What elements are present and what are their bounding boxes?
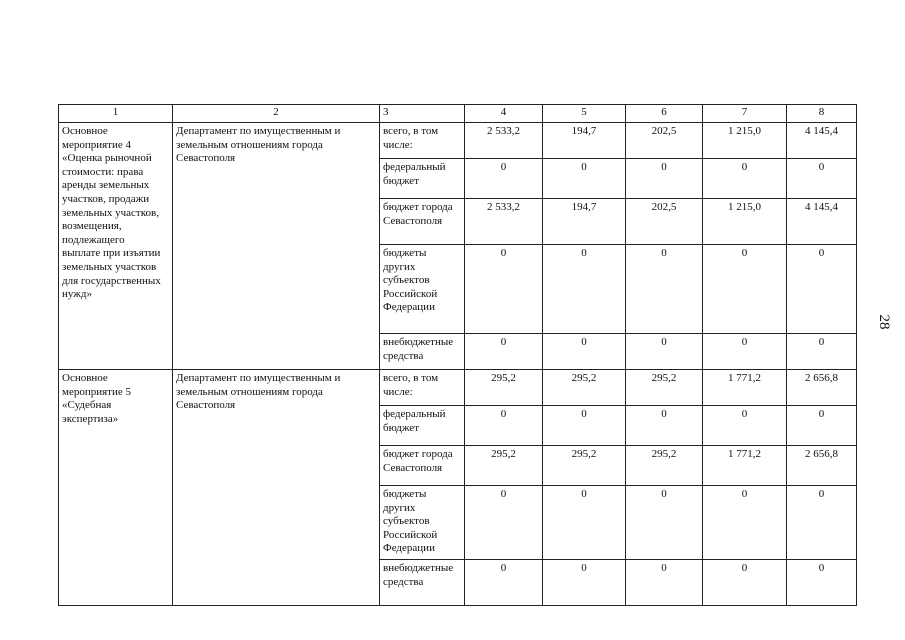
value-cell: 0 [465,334,543,370]
value-cell: 0 [787,245,857,334]
value-cell: 4 145,4 [787,123,857,159]
measure-name-cell [59,123,173,370]
header-cell: 8 [787,105,857,123]
value-cell: 0 [465,560,543,606]
value-cell: 0 [703,159,787,199]
source-label: бюджет города Севастополя [383,448,453,474]
value-cell: 0 [465,159,543,199]
budget-table [58,104,857,606]
measure-name: Основное мероприятие 5 «Судебная экспертиза» [62,372,132,425]
value-cell: 0 [543,406,626,446]
value-cell: 295,2 [626,370,703,406]
value-cell: 0 [465,406,543,446]
table-row [59,370,857,406]
value-cell: 0 [543,334,626,370]
source-cell [380,406,465,446]
source-cell [380,199,465,245]
value-cell: 0 [465,245,543,334]
value-cell: 0 [626,406,703,446]
value-cell: 295,2 [543,370,626,406]
header-row [59,105,857,123]
page-number: 28 [876,314,892,330]
value-cell: 0 [543,560,626,606]
value-cell: 0 [787,486,857,560]
value-cell: 1 215,0 [703,199,787,245]
source-cell [380,334,465,370]
value-cell: 0 [626,245,703,334]
header-cell: 7 [703,105,787,123]
value-cell: 1 771,2 [703,370,787,406]
source-label: федеральный бюджет [383,408,446,434]
source-cell [380,446,465,486]
value-cell: 0 [626,560,703,606]
source-cell [380,159,465,199]
source-label: внебюджетные средства [383,336,454,362]
source-label: федеральный бюджет [383,161,446,187]
value-cell: 202,5 [626,123,703,159]
value-cell: 0 [703,406,787,446]
source-label: бюджет города Севастополя [383,201,453,227]
source-cell [380,560,465,606]
source-label: внебюджетные средства [383,562,454,588]
source-label: всего, в том числе: [383,372,439,398]
value-cell: 0 [543,159,626,199]
value-cell: 2 533,2 [465,123,543,159]
value-cell: 0 [626,159,703,199]
value-cell: 0 [543,486,626,560]
value-cell: 4 145,4 [787,199,857,245]
measure-name: Основное мероприятие 4 «Оценка рыночной стоимости: права аренды земельных участков, продажи земельных участков, возмещения, подлежащего выплате при изъятии земельных участков для государственных нужд» [62,125,161,301]
value-cell: 1 215,0 [703,123,787,159]
source-cell [380,370,465,406]
value-cell: 2 533,2 [465,199,543,245]
value-cell: 1 771,2 [703,446,787,486]
value-cell: 295,2 [465,370,543,406]
value-cell: 0 [626,334,703,370]
source-label: бюджеты других субъектов Российской Федерации [383,247,438,314]
source-label: бюджеты других субъектов Российской Федерации [383,488,438,555]
header-cell: 3 [380,105,465,123]
executor-cell [173,370,380,606]
value-cell: 0 [787,560,857,606]
value-cell: 0 [787,334,857,370]
value-cell: 0 [703,486,787,560]
source-label: всего, в том числе: [383,125,439,151]
header-cell: 1 [59,105,173,123]
table-row [59,123,857,159]
source-cell [380,486,465,560]
header-cell: 4 [465,105,543,123]
value-cell: 0 [703,334,787,370]
value-cell: 295,2 [626,446,703,486]
value-cell: 0 [703,245,787,334]
value-cell: 0 [703,560,787,606]
header-cell: 6 [626,105,703,123]
header-cell: 2 [173,105,380,123]
value-cell: 0 [787,406,857,446]
source-cell [380,123,465,159]
executor-name: Департамент по имущественным и земельным отношениям города Севастополя [176,125,341,165]
executor-name: Департамент по имущественным и земельным отношениям города Севастополя [176,372,341,412]
value-cell: 295,2 [465,446,543,486]
value-cell: 0 [465,486,543,560]
value-cell: 2 656,8 [787,446,857,486]
source-cell [380,245,465,334]
value-cell: 194,7 [543,199,626,245]
executor-cell [173,123,380,370]
value-cell: 202,5 [626,199,703,245]
value-cell: 194,7 [543,123,626,159]
value-cell: 295,2 [543,446,626,486]
measure-name-cell [59,370,173,606]
value-cell: 2 656,8 [787,370,857,406]
value-cell: 0 [543,245,626,334]
value-cell: 0 [626,486,703,560]
header-cell: 5 [543,105,626,123]
value-cell: 0 [787,159,857,199]
